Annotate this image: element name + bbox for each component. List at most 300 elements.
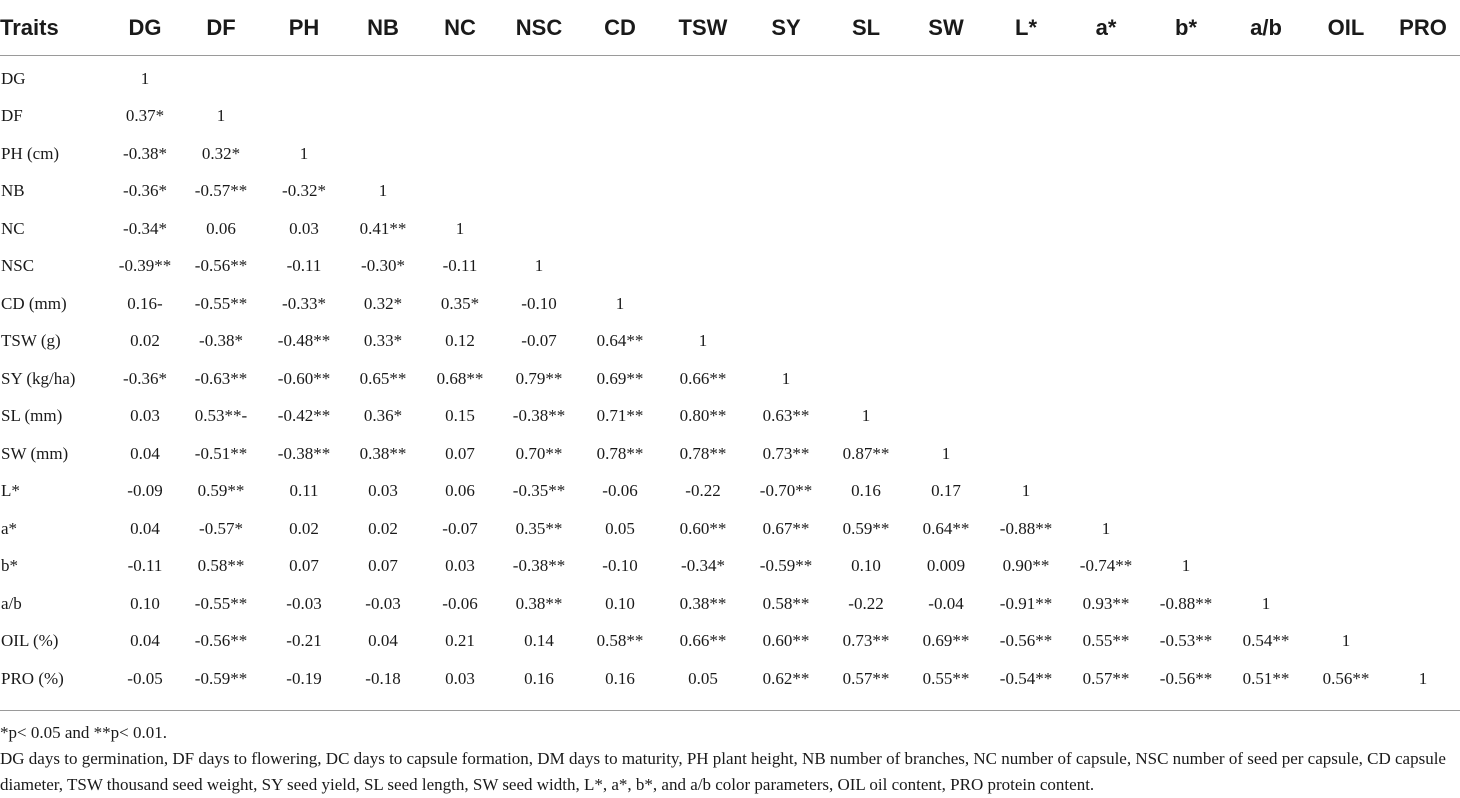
table-cell	[1146, 173, 1226, 211]
table-cell	[1386, 173, 1460, 211]
table-cell: -0.19	[286, 668, 322, 688]
table-cell	[1066, 56, 1146, 98]
table-header-row	[0, 0, 1460, 56]
table-cell	[422, 173, 498, 211]
table-cell	[746, 98, 826, 136]
table-cell: -0.38**	[512, 406, 566, 426]
table-cell: 0.54**	[1242, 631, 1290, 651]
header-sw: SW	[906, 0, 986, 56]
table-cell: 0.78**	[596, 443, 644, 463]
table-cell: -0.33*	[282, 293, 326, 313]
table-cell	[826, 285, 906, 323]
table-cell	[1386, 323, 1460, 361]
header-nsc: NSC	[498, 0, 580, 56]
table-cell	[826, 98, 906, 136]
table-cell: -0.11	[286, 256, 322, 276]
table-cell	[344, 135, 422, 173]
table-cell	[1386, 56, 1460, 98]
header-df: DF	[178, 0, 264, 56]
abbreviations-note: DG days to germination, DF days to flowering, DC days to capsule formation, DM days to maturity, PH plant height, NB number of branches, NC number of capsule, NSC number of seed per capsule, CD capsule diameter, TSW thousand seed weight, SY seed yield, SL seed length, SW seed width, L*, a*, b*, and a/b color parameters, OIL oil content, PRO protein content.	[0, 749, 1446, 794]
table-cell	[1146, 285, 1226, 323]
table-cell: 0.67**	[762, 518, 810, 538]
row-label: TSW (g)	[1, 331, 61, 351]
table-cell	[1226, 173, 1306, 211]
table-cell: -0.10	[602, 556, 638, 576]
table-cell	[986, 98, 1066, 136]
table-cell: 0.04	[130, 518, 160, 538]
table-cell	[580, 98, 660, 136]
table-cell: 0.78**	[679, 443, 727, 463]
table-cell: 1	[861, 406, 871, 426]
table-row	[0, 435, 1460, 473]
table-cell: 0.60**	[679, 518, 727, 538]
table-cell: 0.05	[688, 668, 718, 688]
table-cell: 0.57**	[1082, 668, 1130, 688]
header-pro: PRO	[1386, 0, 1460, 56]
header-traits: Traits	[0, 0, 112, 56]
table-cell: -0.38*	[123, 143, 167, 163]
table-cell: 0.16	[851, 481, 881, 501]
table-cell	[1226, 360, 1306, 398]
table-cell	[1066, 435, 1146, 473]
table-row	[0, 660, 1460, 698]
table-cell: 0.69**	[596, 368, 644, 388]
table-cell	[580, 248, 660, 286]
table-cell: 0.53**-	[194, 406, 248, 426]
table-cell: 0.87**	[842, 443, 890, 463]
table-row	[0, 285, 1460, 323]
table-cell	[422, 135, 498, 173]
table-cell	[906, 56, 986, 98]
table-cell	[580, 173, 660, 211]
table-cell: 0.71**	[596, 406, 644, 426]
table-cell: 0.06	[206, 218, 236, 238]
table-cell: -0.03	[365, 593, 401, 613]
table-cell	[1306, 56, 1386, 98]
table-cell	[986, 435, 1066, 473]
table-cell	[906, 360, 986, 398]
table-cell: 0.02	[368, 518, 398, 538]
table-cell: 0.06	[445, 481, 475, 501]
table-cell	[1306, 323, 1386, 361]
table-cell	[1146, 248, 1226, 286]
table-cell: 1	[1261, 593, 1271, 613]
table-cell: 0.73**	[842, 631, 890, 651]
header-sy: SY	[746, 0, 826, 56]
table-cell: -0.07	[442, 518, 478, 538]
table-cell: 0.51**	[1242, 668, 1290, 688]
table-cell: 0.37*	[125, 106, 165, 126]
table-cell	[1146, 135, 1226, 173]
table-cell	[1066, 473, 1146, 511]
table-cell	[746, 173, 826, 211]
table-cell: 0.03	[445, 556, 475, 576]
table-cell	[1146, 473, 1226, 511]
table-cell: 0.57**	[842, 668, 890, 688]
table-cell: 0.16-	[127, 293, 163, 313]
table-cell	[746, 210, 826, 248]
table-cell: -0.21	[286, 631, 322, 651]
table-cell	[746, 248, 826, 286]
table-cell	[1386, 210, 1460, 248]
table-cell	[826, 173, 906, 211]
table-cell	[1306, 248, 1386, 286]
table-cell: -0.56**	[999, 631, 1053, 651]
table-cell: 0.70**	[515, 443, 563, 463]
table-cell: -0.60**	[277, 368, 331, 388]
table-cell	[344, 98, 422, 136]
table-cell	[1226, 323, 1306, 361]
table-row	[0, 56, 1460, 98]
table-cell	[1306, 398, 1386, 436]
table-cell	[986, 285, 1066, 323]
table-cell: 0.55**	[1082, 631, 1130, 651]
table-cell: 1	[615, 293, 625, 313]
table-cell	[1306, 585, 1386, 623]
table-cell: 0.35*	[440, 293, 480, 313]
table-cell: -0.63**	[194, 368, 248, 388]
table-cell	[1146, 56, 1226, 98]
row-label: NSC	[1, 256, 35, 276]
table-cell	[1226, 248, 1306, 286]
table-cell: -0.51**	[194, 443, 248, 463]
table-cell	[1146, 360, 1226, 398]
table-cell: 0.38**	[515, 593, 563, 613]
table-cell	[660, 98, 746, 136]
table-cell: 0.05	[605, 518, 635, 538]
table-cell: 1	[941, 443, 951, 463]
table-row	[0, 210, 1460, 248]
table-cell	[422, 98, 498, 136]
table-cell: -0.38*	[199, 331, 243, 351]
table-cell	[264, 56, 344, 98]
table-cell: 0.73**	[762, 443, 810, 463]
table-row	[0, 135, 1460, 173]
table-cell: 0.03	[130, 406, 160, 426]
table-cell	[498, 210, 580, 248]
table-cell	[826, 56, 906, 98]
table-cell: 0.80**	[679, 406, 727, 426]
table-cell: 0.63**	[762, 406, 810, 426]
header-nb: NB	[344, 0, 422, 56]
table-cell	[1226, 285, 1306, 323]
table-cell: 0.68**	[436, 368, 484, 388]
table-cell	[1306, 285, 1386, 323]
table-cell	[660, 285, 746, 323]
table-cell: 0.56**	[1322, 668, 1370, 688]
table-cell	[986, 323, 1066, 361]
table-cell: -0.70**	[759, 481, 813, 501]
table-cell: 0.93**	[1082, 593, 1130, 613]
table-cell: 0.16	[605, 668, 635, 688]
table-cell: 1	[216, 106, 226, 126]
table-cell: -0.09	[127, 481, 163, 501]
table-cell: 0.17	[931, 481, 961, 501]
table-cell	[746, 285, 826, 323]
table-cell	[660, 173, 746, 211]
table-cell	[1386, 623, 1460, 661]
table-cell	[746, 135, 826, 173]
table-row	[0, 473, 1460, 511]
table-cell: -0.35**	[512, 481, 566, 501]
table-cell: 0.65**	[359, 368, 407, 388]
table-cell	[986, 398, 1066, 436]
header-l-: L*	[986, 0, 1066, 56]
table-cell: -0.57**	[194, 181, 248, 201]
table-cell: -0.59**	[759, 556, 813, 576]
row-label: SY (kg/ha)	[1, 368, 76, 388]
header-tsw: TSW	[660, 0, 746, 56]
table-footnotes	[0, 720, 1460, 798]
table-cell: 0.04	[130, 631, 160, 651]
table-cell: 0.66**	[679, 368, 727, 388]
row-label: NC	[1, 218, 25, 238]
table-cell	[1306, 360, 1386, 398]
table-row	[0, 510, 1460, 548]
table-cell	[746, 323, 826, 361]
table-cell	[580, 56, 660, 98]
table-cell	[1146, 510, 1226, 548]
table-cell: 0.15	[445, 406, 475, 426]
table-cell	[498, 98, 580, 136]
table-cell	[986, 210, 1066, 248]
table-cell	[1306, 98, 1386, 136]
header-ph: PH	[264, 0, 344, 56]
table-cell	[422, 56, 498, 98]
table-cell	[660, 56, 746, 98]
table-cell: 1	[1021, 481, 1031, 501]
table-cell: -0.11	[442, 256, 478, 276]
table-cell	[1066, 248, 1146, 286]
table-cell: 0.07	[445, 443, 475, 463]
table-cell: 0.12	[445, 331, 475, 351]
table-row	[0, 360, 1460, 398]
header-a-b: a/b	[1226, 0, 1306, 56]
table-cell	[1386, 248, 1460, 286]
table-cell: -0.54**	[999, 668, 1053, 688]
table-body	[0, 56, 1460, 698]
table-cell: -0.42**	[277, 406, 331, 426]
table-cell	[1306, 510, 1386, 548]
table-cell	[580, 135, 660, 173]
table-cell: -0.56**	[194, 631, 248, 651]
table-cell: -0.05	[127, 668, 163, 688]
table-cell: -0.55**	[194, 293, 248, 313]
table-cell	[986, 173, 1066, 211]
header-b-: b*	[1146, 0, 1226, 56]
table-cell: -0.88**	[999, 518, 1053, 538]
table-cell: -0.34*	[123, 218, 167, 238]
table-cell: -0.36*	[123, 368, 167, 388]
table-cell	[1146, 210, 1226, 248]
row-label: DF	[1, 106, 23, 126]
table-cell: -0.10	[521, 293, 557, 313]
table-cell	[1386, 360, 1460, 398]
table-cell	[1226, 548, 1306, 586]
table-cell	[1306, 473, 1386, 511]
table-cell: 1	[1101, 518, 1111, 538]
table-cell: -0.36*	[123, 181, 167, 201]
table-cell	[906, 285, 986, 323]
table-cell: 1	[455, 218, 465, 238]
table-cell	[344, 56, 422, 98]
table-cell	[986, 248, 1066, 286]
table-cell: 0.03	[368, 481, 398, 501]
table-cell	[826, 323, 906, 361]
table-cell: 0.58**	[596, 631, 644, 651]
table-cell	[1306, 135, 1386, 173]
table-cell: 0.90**	[1002, 556, 1050, 576]
table-cell	[986, 56, 1066, 98]
table-cell	[178, 56, 264, 98]
table-cell	[498, 135, 580, 173]
table-cell: -0.06	[442, 593, 478, 613]
table-cell: 0.41**	[359, 218, 407, 238]
table-cell: 0.62**	[762, 668, 810, 688]
table-cell: 1	[299, 143, 309, 163]
table-cell	[826, 135, 906, 173]
table-cell	[1386, 473, 1460, 511]
table-cell	[660, 135, 746, 173]
table-cell: 0.60**	[762, 631, 810, 651]
row-label: SL (mm)	[1, 406, 63, 426]
row-label: DG	[1, 68, 26, 88]
table-cell	[906, 210, 986, 248]
table-cell: -0.38**	[512, 556, 566, 576]
table-cell	[1066, 360, 1146, 398]
table-cell: 0.03	[289, 218, 319, 238]
table-cell: -0.88**	[1159, 593, 1213, 613]
table-cell	[1226, 510, 1306, 548]
table-cell: -0.03	[286, 593, 322, 613]
table-cell: 0.58**	[197, 556, 245, 576]
table-cell: 0.55**	[922, 668, 970, 688]
table-cell: -0.39**	[118, 256, 172, 276]
table-cell: 0.009	[926, 556, 966, 576]
table-cell	[1066, 285, 1146, 323]
table-cell	[1066, 98, 1146, 136]
table-cell: -0.57*	[199, 518, 243, 538]
table-cell: -0.07	[521, 331, 557, 351]
table-cell: 0.69**	[922, 631, 970, 651]
table-cell: 1	[1181, 556, 1191, 576]
table-cell: 0.32*	[363, 293, 403, 313]
table-cell: 0.03	[445, 668, 475, 688]
table-cell: -0.56**	[1159, 668, 1213, 688]
table-cell	[1226, 398, 1306, 436]
table-cell: 0.04	[130, 443, 160, 463]
row-label: SW (mm)	[1, 443, 69, 463]
table-cell: -0.32*	[282, 181, 326, 201]
table-cell	[1226, 98, 1306, 136]
row-label: OIL (%)	[1, 631, 59, 651]
table-cell	[826, 248, 906, 286]
table-cell	[498, 56, 580, 98]
table-cell: 0.04	[368, 631, 398, 651]
header-nc: NC	[422, 0, 498, 56]
table-cell	[986, 360, 1066, 398]
table-cell	[1066, 210, 1146, 248]
table-cell: 0.02	[130, 331, 160, 351]
table-cell: -0.06	[602, 481, 638, 501]
table-cell	[1146, 98, 1226, 136]
table-cell	[906, 98, 986, 136]
row-label: PRO (%)	[1, 668, 64, 688]
table-cell	[1386, 285, 1460, 323]
table-cell: -0.55**	[194, 593, 248, 613]
table-cell: 0.64**	[596, 331, 644, 351]
table-cell	[906, 173, 986, 211]
table-cell	[906, 323, 986, 361]
table-row	[0, 548, 1460, 586]
table-cell: 0.21	[445, 631, 475, 651]
table-cell: 1	[140, 68, 150, 88]
table-cell	[986, 135, 1066, 173]
table-cell	[1146, 435, 1226, 473]
table-cell: 0.59**	[197, 481, 245, 501]
table-cell: 0.10	[130, 593, 160, 613]
table-cell: 0.11	[289, 481, 319, 501]
table-cell: 0.33*	[363, 331, 403, 351]
table-cell: -0.53**	[1159, 631, 1213, 651]
table-cell: -0.59**	[194, 668, 248, 688]
table-row	[0, 323, 1460, 361]
table-cell	[1306, 173, 1386, 211]
table-cell	[906, 135, 986, 173]
table-cell: -0.38**	[277, 443, 331, 463]
table-cell	[1306, 435, 1386, 473]
table-cell: 0.64**	[922, 518, 970, 538]
row-label: b*	[1, 556, 18, 576]
row-label: a*	[1, 518, 18, 538]
row-label: NB	[1, 181, 25, 201]
table-cell: -0.22	[685, 481, 721, 501]
table-cell	[660, 210, 746, 248]
table-row	[0, 623, 1460, 661]
table-cell	[1386, 135, 1460, 173]
table-cell	[1386, 398, 1460, 436]
table-row	[0, 398, 1460, 436]
table-cell	[1386, 548, 1460, 586]
table-cell	[1066, 323, 1146, 361]
row-label: CD (mm)	[1, 293, 67, 313]
table-cell	[1146, 323, 1226, 361]
significance-note: *p< 0.05 and **p< 0.01.	[0, 723, 167, 742]
header-a-: a*	[1066, 0, 1146, 56]
table-cell: -0.48**	[277, 331, 331, 351]
table-cell	[1306, 548, 1386, 586]
table-cell	[580, 210, 660, 248]
table-cell: 0.07	[289, 556, 319, 576]
table-cell: 1	[534, 256, 544, 276]
table-cell: -0.56**	[194, 256, 248, 276]
table-cell	[826, 210, 906, 248]
table-cell	[746, 56, 826, 98]
table-cell	[1066, 173, 1146, 211]
table-row	[0, 173, 1460, 211]
table-cell	[1306, 210, 1386, 248]
table-cell: 1	[1418, 668, 1428, 688]
table-cell: -0.11	[127, 556, 163, 576]
table-cell	[1386, 585, 1460, 623]
row-label: PH (cm)	[1, 143, 60, 163]
table-cell: 0.38**	[679, 593, 727, 613]
table-cell	[906, 248, 986, 286]
table-cell: 1	[781, 368, 791, 388]
table-cell: 1	[378, 181, 388, 201]
table-cell: 0.36*	[363, 406, 403, 426]
table-cell: -0.22	[848, 593, 884, 613]
